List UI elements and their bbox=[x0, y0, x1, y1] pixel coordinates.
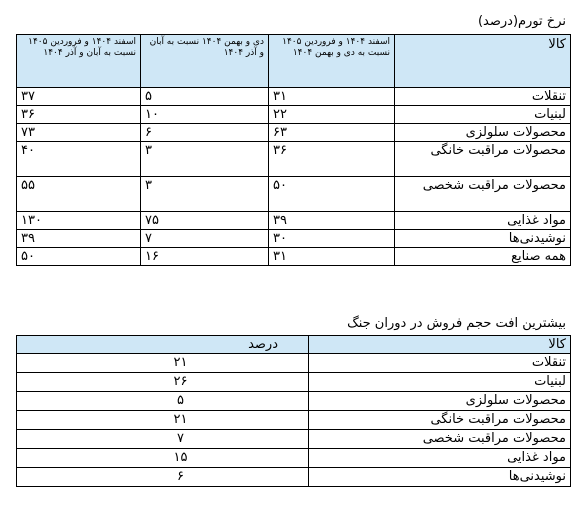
table-row bbox=[17, 354, 571, 373]
row-item: نوشیدنی‌ها bbox=[395, 230, 571, 248]
row-item: مواد غذایی bbox=[395, 212, 571, 230]
row-value-b: ۱۶ bbox=[141, 248, 269, 266]
row-value-b: ۷۵ bbox=[141, 212, 269, 230]
row-percent: ۲۱ bbox=[17, 411, 309, 430]
row-item: نوشیدنی‌ها bbox=[309, 468, 571, 487]
inflation-header-row bbox=[17, 35, 571, 88]
row-percent: ۷ bbox=[17, 430, 309, 449]
row-item: مواد غذایی bbox=[309, 449, 571, 468]
row-percent: ۵ bbox=[17, 392, 309, 411]
row-value-a: ۲۲ bbox=[269, 106, 395, 124]
inflation-header-period-a: اسفند ۱۴۰۴ و فروردین ۱۴۰۵ نسبت به دی و بهمن ۱۴۰۴ bbox=[269, 35, 395, 88]
inflation-table-caption: نرخ تورم(درصد) bbox=[477, 14, 566, 29]
row-value-b: ۳ bbox=[141, 177, 269, 212]
row-item: تنقلات bbox=[309, 354, 571, 373]
table-row bbox=[17, 468, 571, 487]
table-row bbox=[17, 411, 571, 430]
table-row bbox=[17, 373, 571, 392]
row-item: محصولات مراقبت شخصی bbox=[309, 430, 571, 449]
row-percent: ۲۶ bbox=[17, 373, 309, 392]
row-item: همه صنایع bbox=[395, 248, 571, 266]
sales-header-percent: درصد bbox=[17, 336, 309, 354]
row-value-a: ۳۹ bbox=[269, 212, 395, 230]
table-row bbox=[17, 248, 571, 266]
row-value-a: ۳۱ bbox=[269, 248, 395, 266]
table-row bbox=[17, 106, 571, 124]
row-item: محصولات سلولزی bbox=[395, 124, 571, 142]
inflation-table bbox=[16, 34, 571, 266]
row-value-c: ۱۳۰ bbox=[17, 212, 141, 230]
sales-header-row bbox=[17, 336, 571, 354]
table-row bbox=[17, 230, 571, 248]
row-value-a: ۵۰ bbox=[269, 177, 395, 212]
row-value-a: ۳۶ bbox=[269, 142, 395, 177]
row-percent: ۲۱ bbox=[17, 354, 309, 373]
row-value-b: ۳ bbox=[141, 142, 269, 177]
row-value-c: ۳۶ bbox=[17, 106, 141, 124]
table-row bbox=[17, 212, 571, 230]
row-item: محصولات مراقبت شخصی bbox=[395, 177, 571, 212]
row-value-c: ۳۹ bbox=[17, 230, 141, 248]
row-percent: ۶ bbox=[17, 468, 309, 487]
row-value-a: ۶۳ bbox=[269, 124, 395, 142]
row-item: محصولات مراقبت خانگی bbox=[395, 142, 571, 177]
inflation-header-period-c: اسفند ۱۴۰۴ و فروردین ۱۴۰۵ نسبت به آبان و آذر ۱۴۰۴ bbox=[17, 35, 141, 88]
table-row bbox=[17, 124, 571, 142]
row-item: لبنیات bbox=[395, 106, 571, 124]
table-row bbox=[17, 392, 571, 411]
row-item: تنقلات bbox=[395, 88, 571, 106]
inflation-header-item: کالا bbox=[395, 35, 571, 88]
sales-table bbox=[16, 335, 571, 487]
row-value-c: ۳۷ bbox=[17, 88, 141, 106]
row-value-c: ۷۳ bbox=[17, 124, 141, 142]
row-value-c: ۵۰ bbox=[17, 248, 141, 266]
row-value-b: ۵ bbox=[141, 88, 269, 106]
sales-header-item: کالا bbox=[309, 336, 571, 354]
row-value-b: ۱۰ bbox=[141, 106, 269, 124]
row-percent: ۱۵ bbox=[17, 449, 309, 468]
sales-table-caption: بیشترین افت حجم فروش در دوران جنگ bbox=[347, 316, 566, 331]
row-value-a: ۳۱ bbox=[269, 88, 395, 106]
table-row bbox=[17, 88, 571, 106]
row-item: لبنیات bbox=[309, 373, 571, 392]
inflation-header-period-b: دی و بهمن ۱۴۰۴ نسبت به آبان و آذر ۱۴۰۴ bbox=[141, 35, 269, 88]
table-row bbox=[17, 177, 571, 212]
row-value-c: ۴۰ bbox=[17, 142, 141, 177]
table-row bbox=[17, 142, 571, 177]
row-item: محصولات مراقبت خانگی bbox=[309, 411, 571, 430]
row-value-b: ۶ bbox=[141, 124, 269, 142]
row-value-b: ۷ bbox=[141, 230, 269, 248]
table-row bbox=[17, 430, 571, 449]
row-value-a: ۳۰ bbox=[269, 230, 395, 248]
row-value-c: ۵۵ bbox=[17, 177, 141, 212]
row-item: محصولات سلولزی bbox=[309, 392, 571, 411]
table-row bbox=[17, 449, 571, 468]
